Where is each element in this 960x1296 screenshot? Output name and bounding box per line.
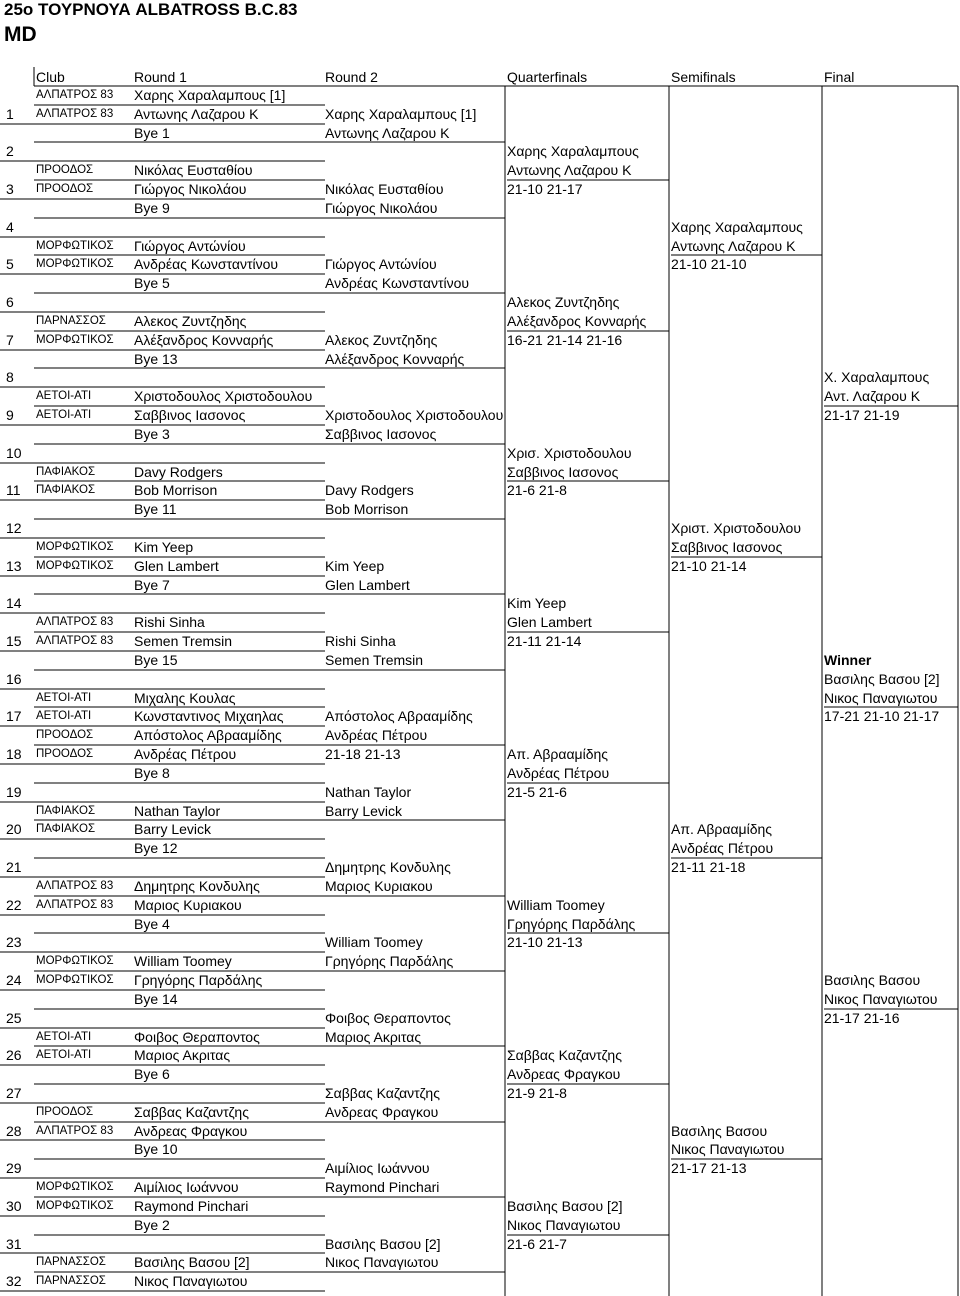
advanced-player: Αλεκος Ζυντζηδης	[507, 294, 620, 311]
advanced-player: Αιμίλιος Ιωάννου	[325, 1160, 430, 1177]
player-name: Ανδρεας Φραγκου	[134, 1122, 248, 1139]
advanced-player: Χ. Χαραλαμπους	[824, 369, 930, 386]
player-name: Αλεκος Ζυντζηδης	[134, 312, 247, 329]
draw-position-number: 2	[6, 143, 14, 160]
advanced-player: Nathan Taylor	[325, 783, 412, 800]
advanced-player: Αντωνης Λαζαρου Κ	[507, 162, 632, 179]
club-name: ΑΕΤΟΙ-ΑΤΙ	[36, 1049, 92, 1062]
draw-position-number: 12	[6, 520, 22, 537]
advanced-player: Kim Yeep	[325, 557, 385, 574]
club-name: ΑΛΠΑΤΡΟΣ 83	[36, 1124, 114, 1137]
player-name: Μιχαλης Κουλας	[134, 689, 236, 706]
player-name: Βασιλης Βασου [2]	[134, 1254, 250, 1271]
player-name: Bye 14	[134, 990, 178, 1007]
draw-position-number: 3	[6, 181, 14, 198]
advanced-player: William Toomey	[507, 896, 605, 913]
player-name: Bye 12	[134, 840, 178, 857]
player-name: Kim Yeep	[134, 538, 194, 555]
advanced-player: Μαριος Ακριτας	[325, 1028, 422, 1045]
advanced-player: Raymond Pinchari	[325, 1179, 440, 1196]
advanced-player: Γρηγόρης Παρδάλης	[325, 953, 454, 970]
advanced-player: Απόστολος Αβρααμίδης	[325, 708, 473, 725]
advanced-player: Glen Lambert	[325, 576, 410, 593]
player-name: Bye 10	[134, 1141, 178, 1158]
advanced-player: Απ. Αβρααμίδης	[507, 746, 609, 763]
draw-position-number: 23	[6, 934, 22, 951]
player-name: Αιμίλιος Ιωάννου	[134, 1179, 239, 1196]
advanced-player: Ανδρέας Πέτρου	[325, 727, 428, 744]
draw-position-number: 32	[6, 1273, 22, 1290]
player-name: Νικος Παναγιωτου	[134, 1273, 248, 1290]
match-score: 21-6 21-8	[507, 482, 567, 499]
advanced-player: Ανδρεας Φραγκου	[507, 1066, 621, 1083]
club-name: ΜΟΡΦΩΤΙΚΟΣ	[36, 974, 114, 986]
club-name: ΜΟΡΦΩΤΙΚΟΣ	[36, 1199, 114, 1212]
header-round-1: Round 1	[134, 69, 187, 85]
advanced-player: Ανδρέας Πέτρου	[507, 764, 610, 781]
advanced-player: Bob Morrison	[325, 501, 409, 518]
match-score: 21-10 21-14	[671, 557, 747, 574]
draw-position-number: 11	[6, 482, 21, 499]
match-score: 21-17 21-13	[671, 1160, 747, 1177]
player-name: Bob Morrison	[134, 482, 218, 499]
draw-position-number: 9	[6, 407, 14, 424]
club-name: ΠΑΦΙΑΚΟΣ	[36, 804, 96, 817]
advanced-player: Barry Levick	[325, 802, 403, 819]
advanced-player: Semen Tremsin	[325, 651, 424, 668]
player-name: Bye 2	[134, 1216, 170, 1233]
champion-player: Βασιλης Βασου [2]	[824, 670, 940, 687]
club-name: ΑΕΤΟΙ-ΑΤΙ	[36, 691, 92, 704]
advanced-player: Glen Lambert	[507, 614, 592, 631]
advanced-player: Βασιλης Βασου	[671, 1122, 768, 1139]
player-name: Σαββας Καζαντζης	[134, 1103, 249, 1120]
draw-position-number: 25	[6, 1009, 22, 1026]
draw-position-number: 20	[6, 821, 22, 838]
advanced-player: Kim Yeep	[507, 595, 567, 612]
club-name: ΠΡΟΟΔΟΣ	[36, 1105, 94, 1118]
club-name: ΜΟΡΦΩΤΙΚΟΣ	[36, 540, 114, 553]
advanced-player: Γιώργος Αντώνίου	[325, 256, 437, 273]
player-name: Semen Tremsin	[134, 633, 233, 650]
player-name: Bye 11	[134, 501, 177, 518]
player-name: Δημητρης Κονδυλης	[134, 877, 260, 894]
winner-label: Winner	[824, 651, 872, 668]
club-name: ΜΟΡΦΩΤΙΚΟΣ	[36, 955, 114, 968]
draw-position-number: 15	[6, 633, 22, 650]
player-name: Αλέξανδρος Κονναρής	[134, 331, 274, 348]
draw-position-number: 18	[6, 746, 22, 763]
advanced-player: Φοιβος Θεραποντος	[325, 1009, 451, 1026]
club-name: ΑΛΠΑΤΡΟΣ 83	[36, 616, 114, 629]
match-score: 21-17 21-19	[824, 407, 900, 424]
club-name: ΑΕΤΟΙ-ΑΤΙ	[36, 409, 92, 422]
match-score: 21-10 21-10	[671, 256, 747, 273]
match-score: 21-10 21-13	[507, 934, 583, 951]
draw-position-number: 16	[6, 670, 22, 687]
draw-position-number: 31	[6, 1235, 22, 1252]
header-quarterfinals: Quarterfinals	[507, 69, 588, 85]
player-name: Γρηγόρης Παρδάλης	[134, 972, 263, 988]
club-name: ΠΡΟΟΔΟΣ	[36, 729, 94, 742]
club-name: ΠΑΡΝΑΣΣΟΣ	[36, 314, 106, 327]
player-name: Κωνσταντινος Μιχαηλας	[134, 708, 284, 725]
draw-position-number: 28	[6, 1122, 22, 1139]
advanced-player: Αντωνης Λαζαρου Κ	[671, 237, 796, 254]
draw-position-number: 29	[6, 1160, 22, 1177]
advanced-player: Νικόλας Ευσταθίου	[325, 181, 444, 198]
draw-position-number: 8	[6, 369, 14, 386]
player-name: Νικόλας Ευσταθίου	[134, 162, 253, 179]
player-name: Bye 3	[134, 425, 170, 442]
club-name: ΑΛΠΑΤΡΟΣ 83	[36, 898, 114, 911]
draw-position-number: 17	[6, 708, 22, 725]
player-name: Bye 8	[134, 764, 170, 781]
advanced-player: Νικος Παναγιωτου	[671, 1141, 785, 1158]
player-name: Φοιβος Θεραποντος	[134, 1028, 260, 1045]
player-name: William Toomey	[134, 953, 232, 970]
advanced-player: Αντ. Λαζαρου Κ	[824, 388, 921, 405]
draw-position-number: 26	[6, 1047, 22, 1064]
player-name: Χαρης Χαραλαμπους [1]	[134, 87, 286, 103]
advanced-player: Αλέξανδρος Κονναρής	[507, 312, 647, 329]
club-name: ΠΡΟΟΔΟΣ	[36, 748, 94, 761]
header-final: Final	[824, 69, 855, 85]
advanced-player: Απ. Αβρααμίδης	[671, 821, 773, 838]
club-name: ΠΑΦΙΑΚΟΣ	[36, 484, 96, 497]
advanced-player: Νικος Παναγιωτου	[824, 990, 938, 1007]
header-round-2: Round 2	[325, 69, 378, 85]
draw-position-number: 13	[6, 557, 22, 574]
club-name: ΑΕΤΟΙ-ΑΤΙ	[36, 710, 92, 723]
advanced-player: Χριστοδουλος Χριστοδουλου	[325, 407, 504, 424]
club-name: ΑΛΠΑΤΡΟΣ 83	[36, 879, 114, 892]
header-club: Club	[36, 69, 65, 85]
club-name: ΜΟΡΦΩΤΙΚΟΣ	[36, 333, 114, 346]
advanced-player: Χρισ. Χριστοδουλου	[507, 444, 632, 461]
club-name: ΑΕΤΟΙ-ΑΤΙ	[36, 390, 92, 403]
match-score: 21-5 21-6	[507, 783, 567, 800]
club-name: ΜΟΡΦΩΤΙΚΟΣ	[36, 1181, 114, 1194]
match-score: 21-6 21-7	[507, 1235, 567, 1252]
club-name: ΠΑΡΝΑΣΣΟΣ	[36, 1256, 106, 1269]
club-name: ΜΟΡΦΩΤΙΚΟΣ	[36, 559, 114, 572]
club-name: ΑΛΠΑΤΡΟΣ 83	[36, 107, 114, 120]
player-name: Bye 9	[134, 199, 170, 216]
club-name: ΑΕΤΟΙ-ΑΤΙ	[36, 1030, 92, 1043]
player-name: Rishi Sinha	[134, 614, 205, 631]
draw-position-number: 21	[6, 859, 22, 876]
match-score: 21-18 21-13	[325, 746, 401, 763]
advanced-player: Αλεκος Ζυντζηδης	[325, 331, 438, 348]
player-name: Barry Levick	[134, 821, 212, 838]
player-name: Μαριος Ακριτας	[134, 1047, 231, 1064]
club-name: ΠΡΟΟΔΟΣ	[36, 183, 94, 196]
club-name: ΑΛΠΑΤΡΟΣ 83	[36, 89, 114, 101]
club-name: ΠΑΡΝΑΣΣΟΣ	[36, 1275, 106, 1288]
player-name: Σαββινος Ιασονος	[134, 407, 246, 424]
advanced-player: Νικος Παναγιωτου	[507, 1216, 621, 1233]
player-name: Bye 15	[134, 651, 178, 668]
advanced-player: Δημητρης Κονδυλης	[325, 859, 451, 876]
match-score: 21-10 21-17	[507, 181, 583, 198]
draw-position-number: 4	[6, 218, 14, 235]
draw-position-number: 24	[6, 972, 22, 988]
header-semifinals: Semifinals	[671, 69, 736, 85]
player-name: Bye 1	[134, 124, 170, 141]
match-score: 21-9 21-8	[507, 1084, 567, 1101]
club-name: ΠΑΦΙΑΚΟΣ	[36, 465, 96, 478]
club-name: ΠΡΟΟΔΟΣ	[36, 164, 94, 177]
advanced-player: Χριστ. Χριστοδουλου	[671, 520, 801, 537]
advanced-player: Rishi Sinha	[325, 633, 396, 650]
advanced-player: Χαρης Χαραλαμπους	[507, 143, 639, 160]
player-name: Αντωνης Λαζαρου Κ	[134, 105, 259, 122]
advanced-player: Σαββινος Ιασονος	[325, 425, 437, 442]
draw-position-number: 10	[6, 444, 22, 461]
draw-position-number: 22	[6, 896, 22, 913]
draw-position-number: 14	[6, 595, 22, 612]
draw-position-number: 6	[6, 294, 14, 311]
player-name: Γιώργος Νικολάου	[134, 181, 247, 198]
event-subtitle: MD	[4, 23, 37, 46]
advanced-player: Σαββας Καζαντζης	[507, 1047, 622, 1064]
advanced-player: William Toomey	[325, 934, 423, 951]
draw-position-number: 27	[6, 1084, 22, 1101]
final-score: 17-21 21-10 21-17	[824, 708, 940, 725]
advanced-player: Σαββινος Ιασονος	[507, 463, 619, 480]
player-name: Nathan Taylor	[134, 802, 221, 819]
player-name: Απόστολος Αβρααμίδης	[134, 727, 282, 744]
club-name: ΜΟΡΦΩΤΙΚΟΣ	[36, 239, 114, 252]
player-name: Ανδρέας Κωνσταντίνου	[134, 256, 279, 273]
player-name: Bye 7	[134, 576, 170, 593]
player-name: Bye 13	[134, 350, 178, 367]
draw-position-number: 1	[6, 105, 14, 122]
match-score: 21-11 21-14	[507, 633, 582, 650]
player-name: Davy Rodgers	[134, 463, 223, 480]
advanced-player: Βασιλης Βασου [2]	[507, 1197, 623, 1214]
player-name: Glen Lambert	[134, 557, 219, 574]
player-name: Χριστοδουλος Χριστοδουλου	[134, 388, 313, 405]
match-score: 21-11 21-18	[671, 859, 746, 876]
advanced-player: Αντωνης Λαζαρου Κ	[325, 124, 450, 141]
draw-position-number: 7	[6, 331, 14, 348]
match-score: 21-17 21-16	[824, 1009, 900, 1026]
draw-position-number: 5	[6, 256, 14, 273]
player-name: Bye 6	[134, 1066, 170, 1083]
player-name: Raymond Pinchari	[134, 1197, 249, 1214]
club-name: ΜΟΡΦΩΤΙΚΟΣ	[36, 258, 114, 271]
advanced-player: Χαρης Χαραλαμπους [1]	[325, 105, 477, 122]
advanced-player: Αλέξανδρος Κονναρής	[325, 350, 465, 367]
player-name: Bye 4	[134, 915, 170, 932]
player-name: Γιώργος Αντώνίου	[134, 237, 246, 254]
champion-player: Νικος Παναγιωτου	[824, 689, 938, 706]
advanced-player: Γιώργος Νικολάου	[325, 199, 438, 216]
advanced-player: Ανδρέας Κωνσταντίνου	[325, 275, 470, 292]
advanced-player: Μαριος Κυριακου	[325, 877, 433, 894]
advanced-player: Βασιλης Βασου	[824, 972, 921, 988]
advanced-player: Ανδρεας Φραγκου	[325, 1103, 439, 1120]
advanced-player: Νικος Παναγιωτου	[325, 1254, 439, 1271]
player-name: Μαριος Κυριακου	[134, 896, 242, 913]
advanced-player: Davy Rodgers	[325, 482, 414, 499]
advanced-player: Σαββινος Ιασονος	[671, 538, 783, 555]
draw-position-number: 30	[6, 1197, 22, 1214]
player-name: Bye 5	[134, 275, 170, 292]
club-name: ΑΛΠΑΤΡΟΣ 83	[36, 635, 114, 648]
match-score: 16-21 21-14 21-16	[507, 331, 623, 348]
advanced-player: Σαββας Καζαντζης	[325, 1084, 440, 1101]
draw-position-number: 19	[6, 783, 22, 800]
club-name: ΠΑΦΙΑΚΟΣ	[36, 823, 96, 836]
page-title: 25ο ΤΟΥΡΝΟΥΑ ALBATROSS B.C.83	[4, 0, 298, 19]
advanced-player: Χαρης Χαραλαμπους	[671, 218, 803, 235]
player-name: Ανδρέας Πέτρου	[134, 746, 237, 763]
advanced-player: Βασιλης Βασου [2]	[325, 1235, 441, 1252]
advanced-player: Ανδρέας Πέτρου	[671, 840, 774, 857]
advanced-player: Γρηγόρης Παρδάλης	[507, 915, 636, 932]
